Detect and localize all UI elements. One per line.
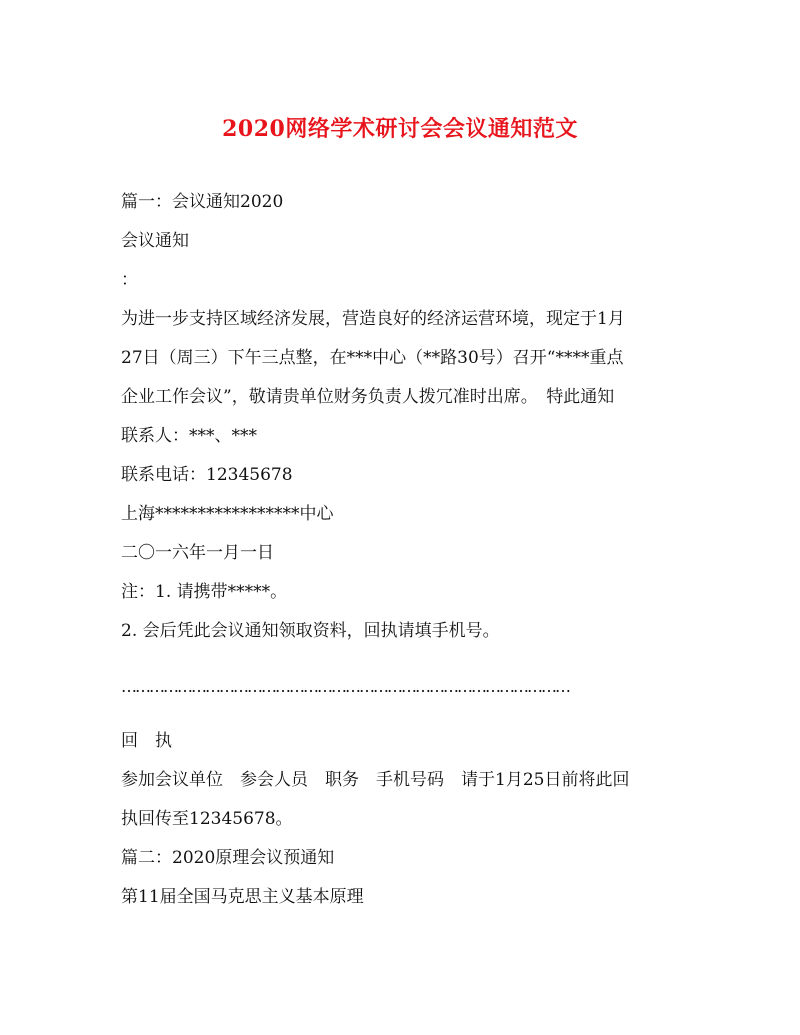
section-heading-1: 篇一：会议通知2020 [121,192,284,212]
receipt-fields-line-2: 执回传至12345678。 [121,809,293,829]
conference-name: 第11届全国马克思主义基本原理 [121,887,364,907]
organizer: 上海*****************中心 [121,504,334,524]
notice-heading: 会议通知 [121,231,189,251]
receipt-fields-line-1: 参加会议单位 参会人员 职务 手机号码 请于1月25日前将此回 [121,770,630,790]
contact-person: 联系人：***、*** [121,426,257,446]
issue-date: 二〇一六年一月一日 [121,543,274,563]
note-1: 注：1. 请携带*****。 [121,582,288,602]
contact-phone: 联系电话：12345678 [121,465,293,485]
paragraph-line-2: 27日（周三）下午三点整，在***中心（**路30号）召开“****重点 [121,348,624,368]
document-body [121,183,681,917]
note-2: 2. 会后凭此会议通知领取资料，回执请填手机号。 [121,621,500,641]
salutation-colon: ： [121,270,138,290]
paragraph-line-3: 企业工作会议”，敬请贵单位财务负责人拨冗准时出席。 特此通知 [121,387,615,407]
section-heading-2: 篇二：2020原理会议预通知 [121,848,335,868]
paragraph-line-1: 为进一步支持区域经济发展，营造良好的经济运营环境，现定于1月 [121,309,625,329]
document-title: 2020网络学术研讨会会议通知范文 [222,116,578,142]
dotted-separator: …………………………………………………………………………………… [121,677,569,696]
receipt-heading: 回 执 [121,731,172,751]
